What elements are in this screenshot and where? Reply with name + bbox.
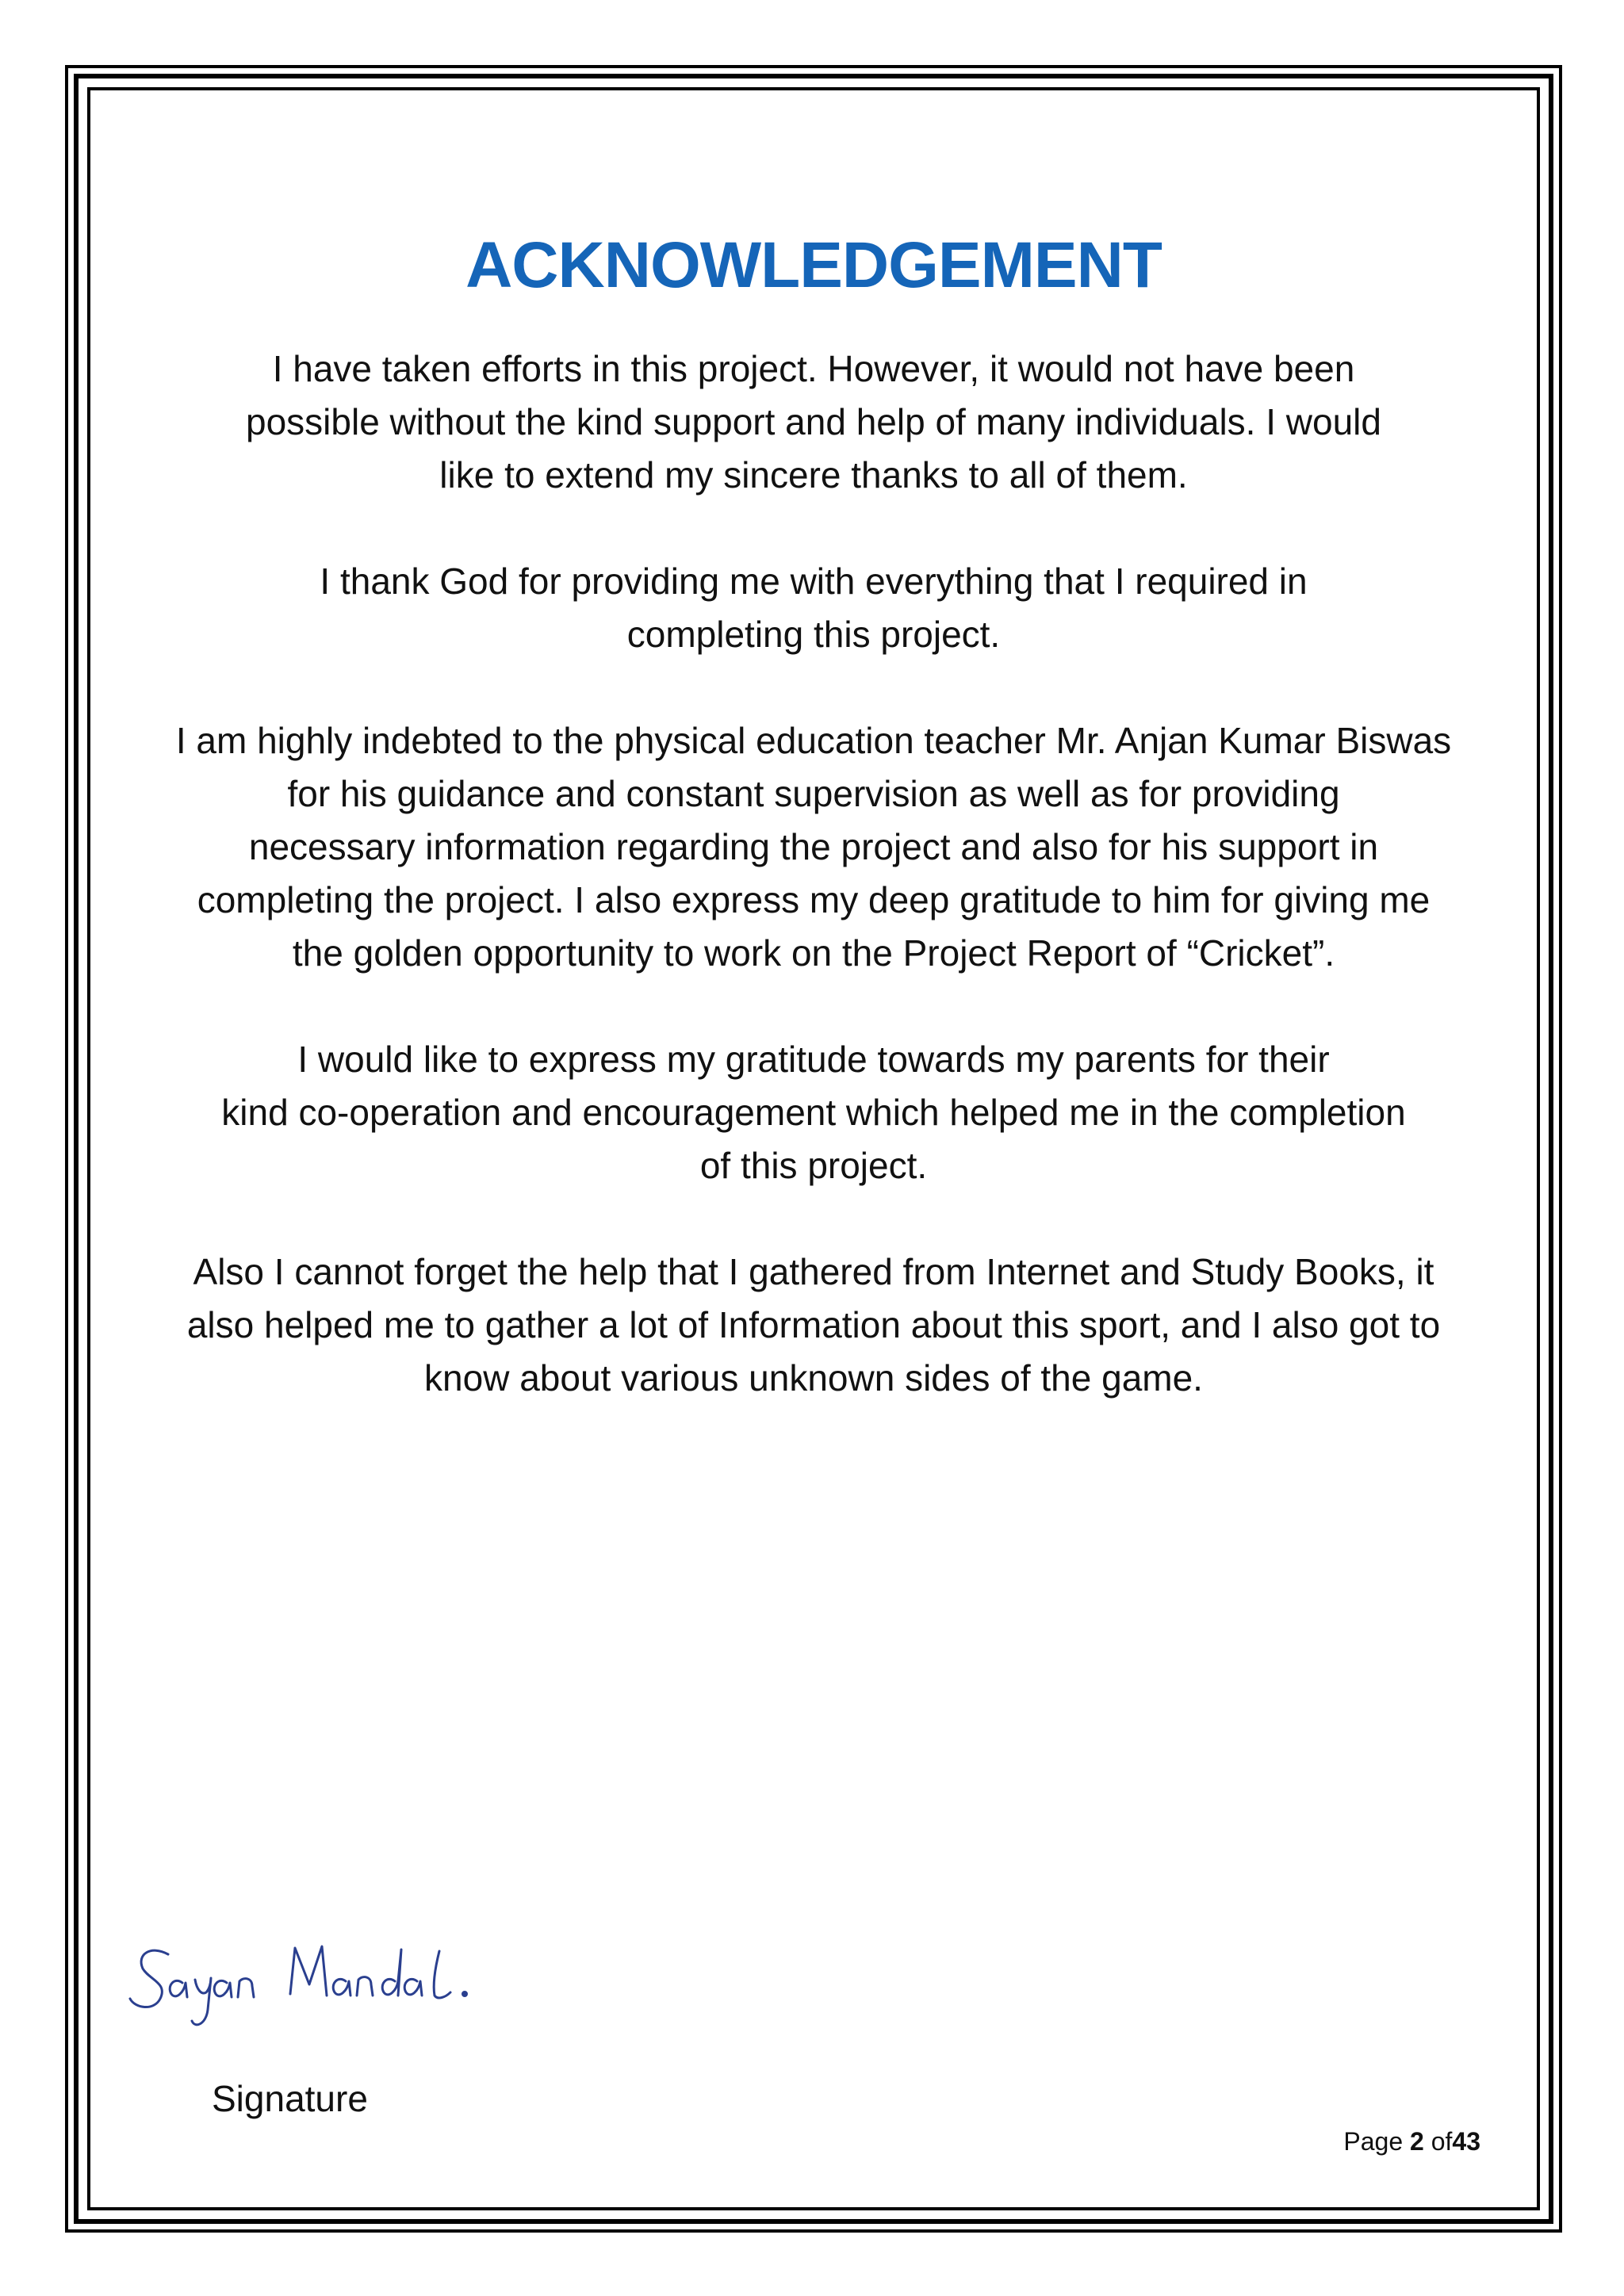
signature-block (119, 1931, 595, 2168)
text-line: completing the project. I also express my deep gratitude to him for giving me (197, 879, 1431, 920)
acknowledgement-body (103, 342, 1524, 1458)
text-line: for his guidance and constant supervision as well as for providing (287, 773, 1340, 814)
paragraph-teacher (103, 714, 1524, 980)
text-line: like to extend my sincere thanks to all of them. (439, 454, 1188, 496)
paragraph-thank-god (103, 555, 1524, 661)
page-content (103, 103, 1524, 2196)
page-prefix: Page (1343, 2127, 1404, 2156)
text-line: possible without the kind support and help of many individuals. I would (246, 401, 1381, 442)
paragraph-parents (103, 1033, 1524, 1192)
text-line: also helped me to gather a lot of Information about this sport, and I also got to (186, 1304, 1441, 1345)
paragraph-intro (103, 342, 1524, 502)
page-total: 43 (1452, 2127, 1480, 2156)
page-title: ACKNOWLEDGEMENT (465, 229, 1162, 301)
text-line: Also I cannot forget the help that I gathered from Internet and Study Books, it (193, 1251, 1434, 1292)
text-line: I am highly indebted to the physical education teacher Mr. Anjan Kumar Biswas (175, 720, 1452, 761)
signature-label: Signature (212, 2078, 368, 2119)
page-separator: of (1431, 2127, 1453, 2156)
text-line: of this project. (699, 1145, 928, 1186)
text-line: the golden opportunity to work on the Project Report of “Cricket”. (292, 932, 1335, 974)
paragraph-resources (103, 1246, 1524, 1405)
handwritten-signature (119, 1931, 500, 2057)
page-current: 2 (1410, 2127, 1424, 2156)
text-line: know about various unknown sides of the game. (424, 1357, 1203, 1399)
text-line: I thank God for providing me with everything that I required in (320, 561, 1308, 602)
text-line: I would like to express my gratitude towards my parents for their (297, 1039, 1330, 1080)
page-number (1343, 2127, 1480, 2156)
text-line: I have taken efforts in this project. However, it would not have been (272, 348, 1355, 389)
text-line: completing this project. (626, 614, 1001, 655)
text-line: necessary information regarding the project and also for his support in (248, 826, 1379, 867)
text-line: kind co-operation and encouragement which helped me in the completion (221, 1092, 1406, 1133)
